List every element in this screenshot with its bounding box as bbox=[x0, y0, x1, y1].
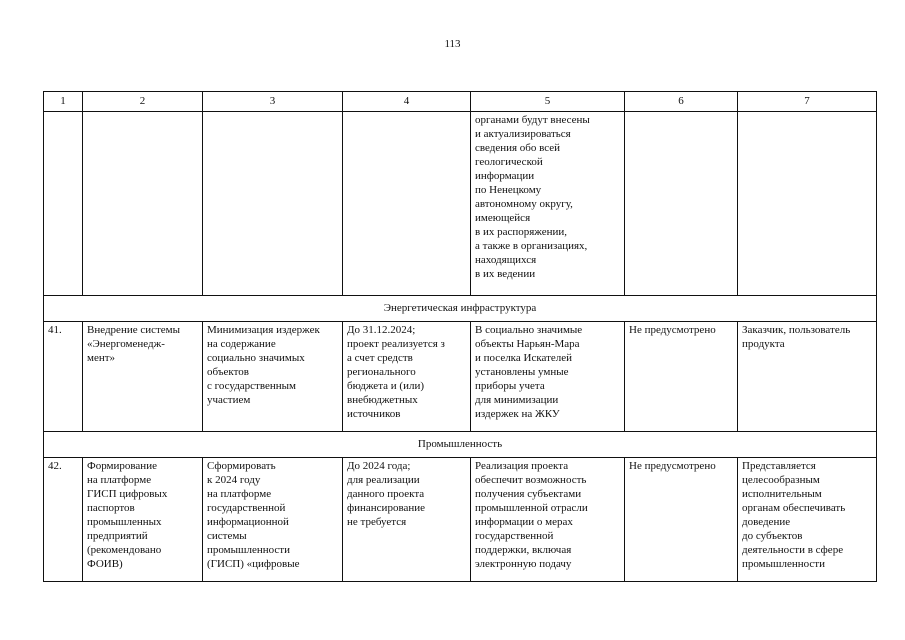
table-cell bbox=[738, 112, 877, 296]
continuation-row bbox=[44, 112, 877, 296]
measure-col7: Представляется целесообразным исполнительным органам обеспечивать доведение до субъектов деятельности в сфере промышленности bbox=[738, 458, 877, 582]
header-col-5: 5 bbox=[471, 92, 625, 112]
measure-col7: Заказчик, пользователь продукта bbox=[738, 322, 877, 432]
table-cell bbox=[625, 112, 738, 296]
continuation-cell-col5: органами будут внесены и актуализироваться сведения обо всей геологической информации по Ненецкому автономному округу, имеющейся в их распоряжении, а также в организациях, находящихся в их ведении bbox=[471, 112, 625, 296]
header-row bbox=[44, 92, 877, 112]
table-cell bbox=[44, 112, 83, 296]
measure-deadline: До 31.12.2024; проект реализуется з а счет средств регионального бюджета и (или) внебюджетных источников bbox=[343, 322, 471, 432]
measure-col6: Не предусмотрено bbox=[625, 458, 738, 582]
header-col-7: 7 bbox=[738, 92, 877, 112]
measure-result: Реализация проекта обеспечит возможность получения субъектами промышленной отрасли информации о мерах государственной поддержки, включая электронную подачу bbox=[471, 458, 625, 582]
measure-col6: Не предусмотрено bbox=[625, 322, 738, 432]
row-number: 41. bbox=[44, 322, 83, 432]
section-title-industry: Промышленность bbox=[44, 432, 877, 458]
measure-goal: Минимизация издержек на содержание социально значимых объектов с государственным участием bbox=[203, 322, 343, 432]
table-cell bbox=[203, 112, 343, 296]
measure-result: В социально значимые объекты Нарьян-Мара и поселка Искателей установлены умные приборы учета для минимизации издержек на ЖКУ bbox=[471, 322, 625, 432]
header-col-3: 3 bbox=[203, 92, 343, 112]
row-number: 42. bbox=[44, 458, 83, 582]
header-col-6: 6 bbox=[625, 92, 738, 112]
table-row-41 bbox=[44, 322, 877, 432]
table-cell bbox=[83, 112, 203, 296]
measure-name: Формирование на платформе ГИСП цифровых паспортов промышленных предприятий (рекомендовано ФОИВ) bbox=[83, 458, 203, 582]
table-row-42 bbox=[44, 458, 877, 582]
measure-goal: Сформировать к 2024 году на платформе государственной информационной системы промышленности (ГИСП) «цифровые bbox=[203, 458, 343, 582]
page-number: 113 bbox=[444, 38, 461, 50]
measures-table bbox=[43, 91, 877, 582]
header-col-4: 4 bbox=[343, 92, 471, 112]
measure-name: Внедрение системы «Энергоменедж- мент» bbox=[83, 322, 203, 432]
measure-deadline: До 2024 года; для реализации данного проекта финансирование не требуется bbox=[343, 458, 471, 582]
header-col-2: 2 bbox=[83, 92, 203, 112]
section-row-energy bbox=[44, 296, 877, 322]
header-col-1: 1 bbox=[44, 92, 83, 112]
section-row-industry bbox=[44, 432, 877, 458]
table-cell bbox=[343, 112, 471, 296]
section-title-energy: Энергетическая инфраструктура bbox=[44, 296, 877, 322]
